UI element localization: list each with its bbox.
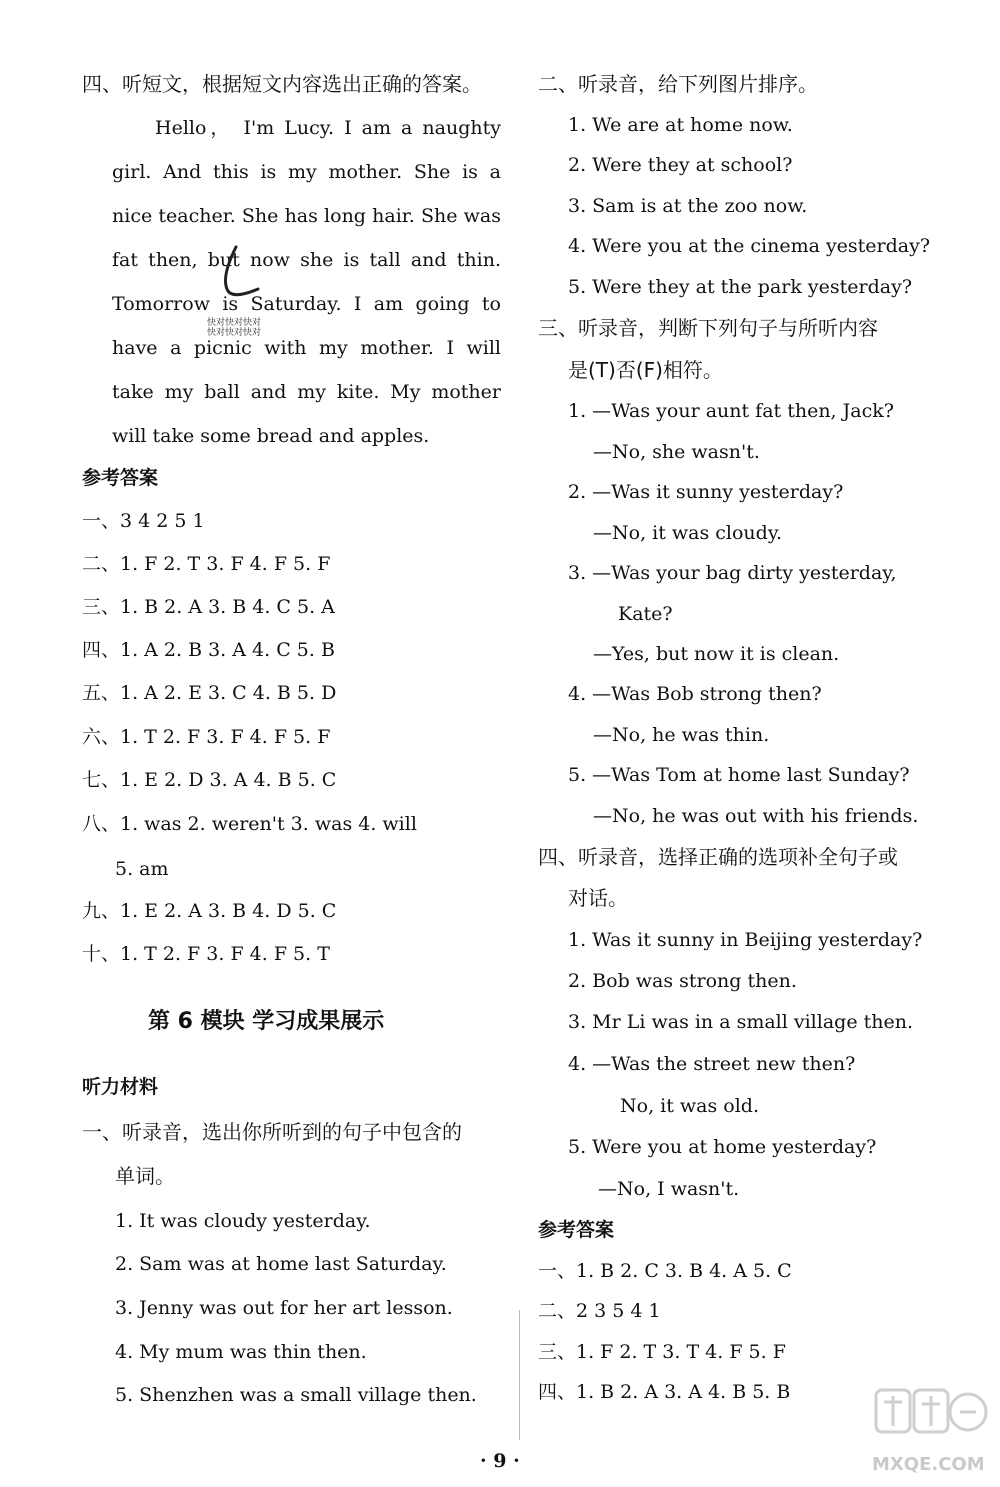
answer-row: 八、1. was 2. weren't 3. was 4. will [82, 813, 417, 835]
list-item: 1. We are at home now. [568, 114, 793, 136]
passage-line: fat then, but now she is tall and thin. [112, 249, 501, 271]
answer-row: 三、1. B 2. A 3. B 4. C 5. A [82, 596, 335, 618]
passage-line: girl. And this is my mother. She is a [112, 161, 501, 183]
list-item: 5. Shenzhen was a small village then. [115, 1384, 477, 1406]
dialog-line: —No, he was thin. [593, 724, 770, 746]
answer-row: 四、1. B 2. A 3. A 4. B 5. B [538, 1381, 791, 1403]
list-item: 3. Jenny was out for her art lesson. [115, 1297, 453, 1319]
list-item: 1. It was cloudy yesterday. [115, 1210, 371, 1232]
list-item: 3. Sam is at the zoo now. [568, 195, 808, 217]
answer-row: 九、1. E 2. A 3. B 4. D 5. C [82, 900, 337, 922]
stamp-line: 快对快对快对 [207, 318, 262, 328]
list-item: No, it was old. [620, 1095, 759, 1117]
module-title: 第 6 模块 学习成果展示 [148, 1009, 385, 1034]
list-item: 4. Were you at the cinema yesterday? [568, 235, 931, 257]
watermark-text: MXQE.COM [872, 1454, 985, 1475]
section-2-title: 二、听录音，给下列图片排序。 [538, 72, 818, 96]
answer-row: 三、1. F 2. T 3. T 4. F 5. F [538, 1341, 786, 1363]
list-item: 5. Were you at home yesterday? [568, 1136, 877, 1158]
answer-row: 5. am [115, 858, 169, 880]
dialog-line: Kate? [618, 603, 673, 625]
section-1-title-cont: 单词。 [115, 1164, 175, 1188]
answer-key-heading: 参考答案 [82, 467, 159, 489]
dialog-line: 4. —Was Bob strong then? [568, 683, 822, 705]
section-3-title-cont: 是(T)否(F)相符。 [568, 358, 723, 382]
dialog-line: 2. —Was it sunny yesterday? [568, 481, 844, 503]
answer-row: 四、1. A 2. B 3. A 4. C 5. B [82, 639, 335, 661]
dialog-line: 3. —Was your bag dirty yesterday, [568, 562, 897, 584]
answer-row: 十、1. T 2. F 3. F 4. F 5. T [82, 943, 330, 965]
column-divider [519, 1310, 520, 1440]
stamp-line: 快对快对快对 [207, 328, 262, 338]
answer-key-heading: 参考答案 [538, 1219, 615, 1241]
dialog-line: —Yes, but now it is clean. [593, 643, 840, 665]
passage-line: take my ball and my kite. My mother [112, 381, 501, 403]
answer-row: 六、1. T 2. F 3. F 4. F 5. F [82, 726, 331, 748]
list-item: 1. Was it sunny in Beijing yesterday? [568, 929, 923, 951]
list-item: 2. Were they at school? [568, 154, 793, 176]
passage-line: have a picnic with my mother. I will [112, 337, 501, 359]
passage-line: Hello， I'm Lucy. I am a naughty [155, 117, 501, 139]
page-number: · 9 · [480, 1450, 520, 1472]
handwritten-check-mark [218, 243, 266, 301]
answer-row: 一、1. B 2. C 3. B 4. A 5. C [538, 1260, 792, 1282]
dialog-line: —No, it was cloudy. [593, 522, 783, 544]
listening-heading: 听力材料 [82, 1076, 159, 1098]
list-item: 3. Mr Li was in a small village then. [568, 1011, 913, 1033]
list-item: 4. —Was the street new then? [568, 1053, 856, 1075]
answer-row: 五、1. A 2. E 3. C 4. B 5. D [82, 682, 337, 704]
site-watermark-logo [870, 1382, 990, 1482]
section-1-title: 一、听录音，选出你所听到的句子中包含的 [82, 1120, 462, 1144]
passage-line: Tomorrow is Saturday. I am going to [112, 293, 501, 315]
dialog-line: 1. —Was your aunt fat then, Jack? [568, 400, 894, 422]
dialog-line: —No, he was out with his friends. [593, 805, 919, 827]
dialog-line: —No, she wasn't. [593, 441, 760, 463]
section-4-title-cont: 对话。 [568, 886, 628, 910]
passage-line: will take some bread and apples. [112, 425, 430, 447]
list-item: —No, I wasn't. [598, 1178, 740, 1200]
list-item: 5. Were they at the park yesterday? [568, 276, 913, 298]
list-item: 2. Sam was at home last Saturday. [115, 1253, 447, 1275]
answer-row: 一、3 4 2 5 1 [82, 510, 205, 532]
watermark-stamp [207, 318, 261, 338]
answer-row: 二、2 3 5 4 1 [538, 1300, 661, 1322]
section-4-title: 四、听录音，选择正确的选项补全句子或 [538, 845, 898, 869]
dialog-line: 5. —Was Tom at home last Sunday? [568, 764, 910, 786]
q4-title: 四、听短文，根据短文内容选出正确的答案。 [82, 72, 482, 96]
answer-row: 二、1. F 2. T 3. F 4. F 5. F [82, 553, 331, 575]
answer-row: 七、1. E 2. D 3. A 4. B 5. C [82, 769, 337, 791]
list-item: 2. Bob was strong then. [568, 970, 797, 992]
list-item: 4. My mum was thin then. [115, 1341, 367, 1363]
section-3-title: 三、听录音，判断下列句子与所听内容 [538, 316, 878, 340]
passage-line: nice teacher. She has long hair. She was [112, 205, 501, 227]
